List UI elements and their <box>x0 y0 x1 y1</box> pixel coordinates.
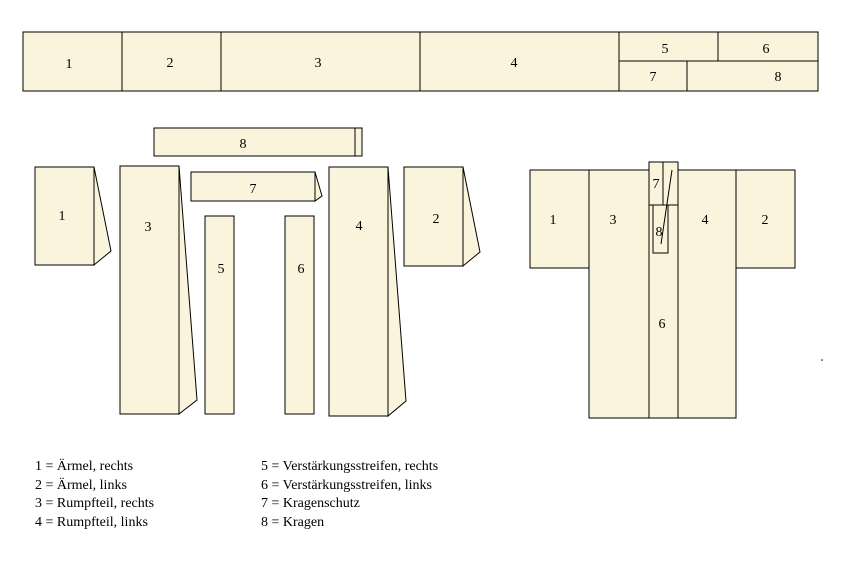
assembled-garment <box>530 162 795 418</box>
strip-label-2: 2 <box>166 56 174 71</box>
assembled-label-3: 3 <box>609 213 617 228</box>
assembled-sleeve-right <box>530 170 589 268</box>
strip-label-3: 3 <box>314 56 322 71</box>
legend-item: 2 = Ärmel, links <box>35 477 127 493</box>
legend-item: 5 = Verstärkungsstreifen, rechts <box>261 459 439 474</box>
assembled-label-2: 2 <box>761 213 769 228</box>
cut-pieces <box>35 128 480 416</box>
piece-4-body <box>329 167 388 416</box>
piece-1-sleeve-right <box>35 167 111 265</box>
fabric-strip <box>23 32 818 91</box>
piece-label-6: 6 <box>297 262 305 277</box>
piece-7-collar-guard <box>191 172 322 201</box>
strip-label-4: 4 <box>510 56 518 71</box>
piece-4-body-left <box>329 167 406 416</box>
piece-label-7: 7 <box>249 182 257 197</box>
piece-label-1: 1 <box>58 209 66 224</box>
legend-item: 7 = Kragenschutz <box>261 496 360 511</box>
strip-label-8: 8 <box>774 70 782 85</box>
assembled-label-7: 7 <box>652 177 660 192</box>
assembled-label-1: 1 <box>549 213 557 228</box>
fold-flap <box>463 167 480 266</box>
legend-item: 6 = Verstärkungsstreifen, links <box>261 477 432 493</box>
fold-flap <box>388 167 406 416</box>
fold-flap <box>94 167 111 265</box>
piece-label-5: 5 <box>217 262 225 277</box>
piece-label-4: 4 <box>355 219 363 234</box>
piece-6-reinforcement-left <box>285 216 314 414</box>
legend-item: 3 = Rumpfteil, rechts <box>35 496 155 511</box>
piece-3-body-right <box>120 166 197 414</box>
piece-8-body <box>154 128 355 156</box>
strip-label-5: 5 <box>661 42 669 57</box>
piece-8-collar <box>154 128 362 156</box>
fold-flap <box>179 166 197 414</box>
strip-label-7: 7 <box>649 70 657 85</box>
assembled-label-4: 4 <box>701 213 709 228</box>
piece-2-sleeve-left <box>404 167 480 266</box>
strip-label-6: 6 <box>762 42 770 57</box>
legend-item: 1 = Ärmel, rechts <box>35 459 134 474</box>
piece-label-3: 3 <box>144 220 152 235</box>
strip-label-1: 1 <box>65 57 73 72</box>
piece-3-body <box>120 166 179 414</box>
assembled-label-8: 8 <box>655 225 663 240</box>
piece-label-8: 8 <box>239 137 247 152</box>
assembled-label-6: 6 <box>658 317 666 332</box>
legend-right <box>261 458 438 532</box>
piece-5-reinforcement-right <box>205 216 234 414</box>
legend-left <box>35 458 154 532</box>
piece-label-2: 2 <box>432 212 440 227</box>
fold-flap <box>355 128 362 156</box>
stray-dot <box>821 359 823 361</box>
fold-flap <box>315 172 322 201</box>
legend-item: 8 = Kragen <box>261 514 325 530</box>
legend-item: 4 = Rumpfteil, links <box>35 514 148 530</box>
